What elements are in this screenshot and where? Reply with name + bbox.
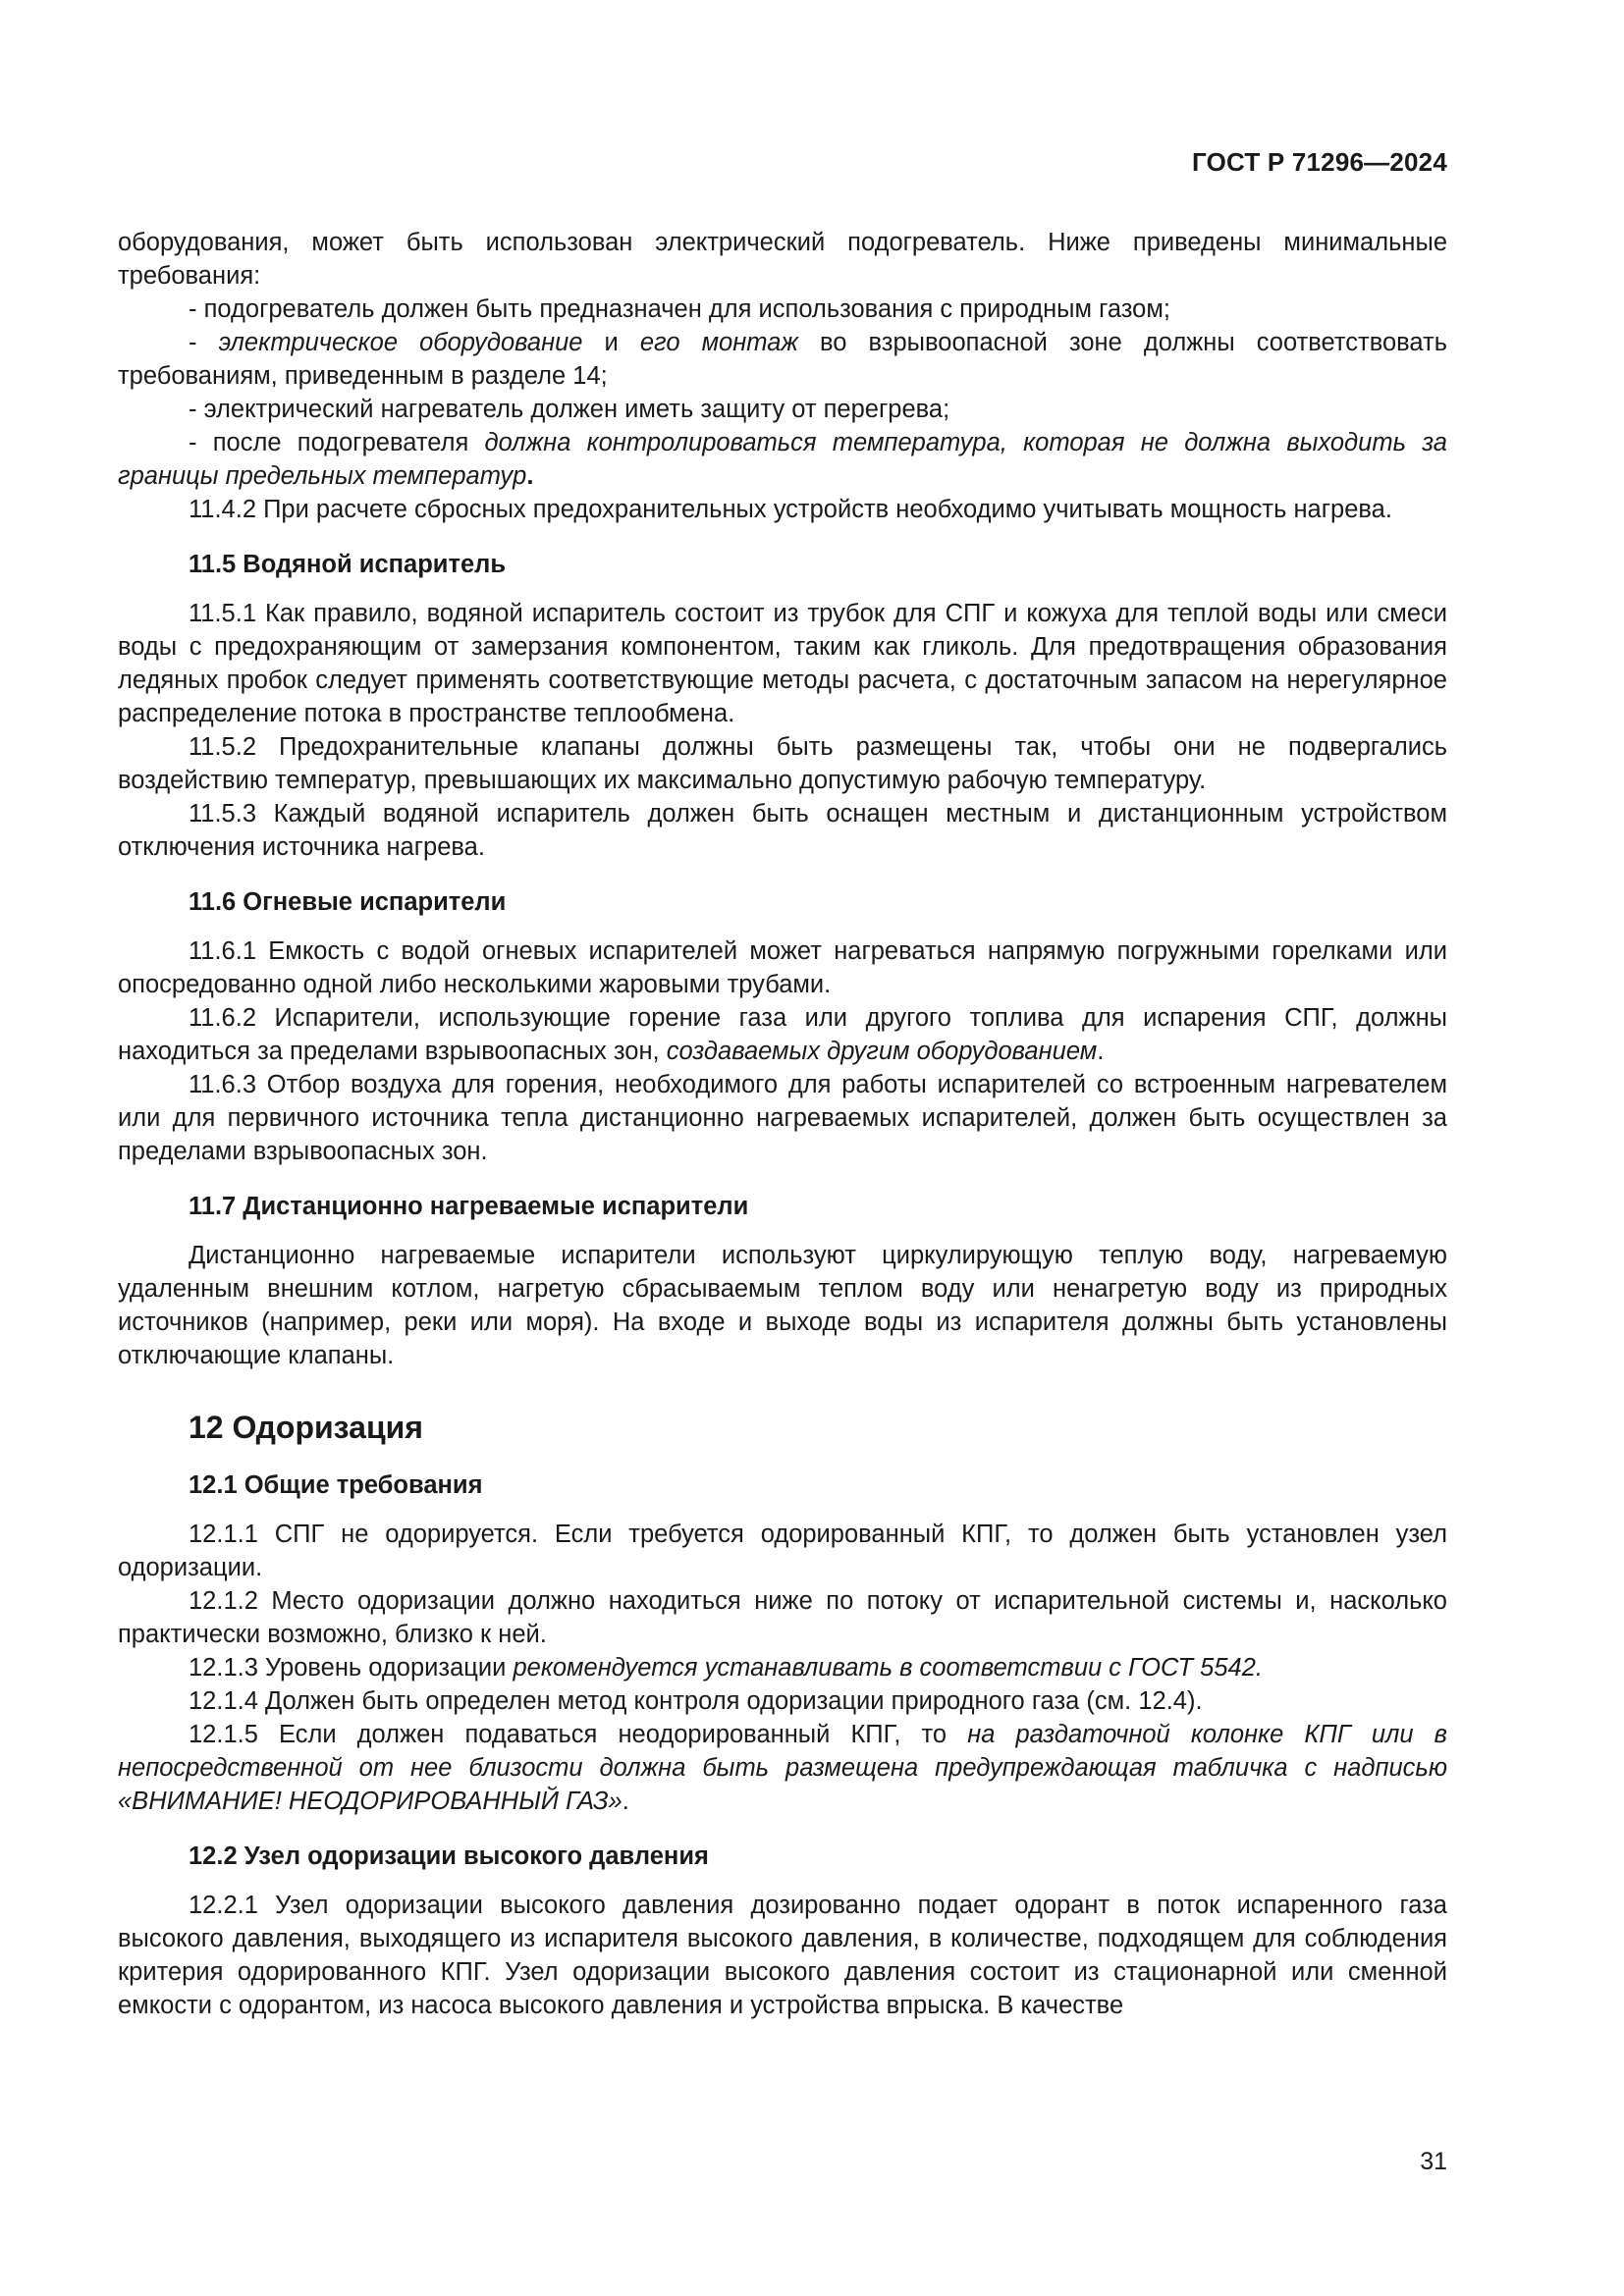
section-heading: 12.2 Узел одоризации высокого давления (189, 1842, 709, 1870)
paragraph: 12.1.3 Уровень одоризации рекомендуется устанавливать в соответствии с ГОСТ 5542. (189, 1654, 1263, 1682)
paragraph: оборудования, может быть использован электрический подогреватель. Ниже приведены минимальные требования: (118, 229, 1447, 290)
paragraph: 11.6.3 Отбор воздуха для горения, необходимого для работы испарителей со встроенным нагревателем или для первичного источника тепла дистанционно нагреваемых испарителей, должен быть осуществлен за пределами взрывоопасных зон. (118, 1071, 1447, 1165)
paragraph: 11.6.1 Емкость с водой огневых испарителей может нагреваться напрямую погружными горелками или опосредованно одной либо несколькими жаровыми трубами. (118, 937, 1447, 998)
document-body (118, 226, 1447, 2022)
paragraph: 12.1.1 СПГ не одорируется. Если требуется одорированный КПГ, то должен быть установлен узел одоризации. (118, 1521, 1447, 1581)
section-heading: 11.7 Дистанционно нагреваемые испарители (189, 1193, 749, 1220)
document-page (118, 0, 1447, 2296)
document-header: ГОСТ Р 71296—2024 (1192, 147, 1447, 177)
list-item: - электрический нагреватель должен иметь защиту от перегрева; (189, 396, 950, 423)
paragraph: 11.4.2 При расчете сбросных предохранительных устройств необходимо учитывать мощность нагрева. (189, 496, 1392, 523)
paragraph: 12.1.4 Должен быть определен метод контроля одоризации природного газа (см. 12.4). (189, 1687, 1203, 1715)
list-item: - после подогревателя должна контролироваться температура, которая не должна выходить за границы предельных температур. (118, 429, 1447, 490)
section-heading: 12.1 Общие требования (189, 1471, 483, 1499)
paragraph: 12.2.1 Узел одоризации высокого давления дозированно подает одорант в поток испаренного газа высокого давления, выходящего из испарителя высокого давления, в количестве, подходящем для соблюдения критерия одорированного КПГ. Узел одоризации высокого давления состоит из стационарной или сменной емкости с одорантом, из насоса высокого давления и устройства впрыска. В качестве (118, 1892, 1447, 2019)
section-heading: 11.6 Огневые испарители (189, 888, 507, 916)
paragraph: 12.1.2 Место одоризации должно находиться ниже по потоку от испарительной системы и, насколько практически возможно, близко к ней. (118, 1587, 1447, 1648)
chapter-heading: 12 Одоризация (189, 1410, 423, 1445)
page-number: 31 (1420, 2148, 1447, 2175)
paragraph: 11.5.2 Предохранительные клапаны должны быть размещены так, чтобы они не подвергались воздействию температур, превышающих их максимально допустимую рабочую температуру. (118, 733, 1447, 794)
list-item: - подогреватель должен быть предназначен для использования с природным газом; (189, 295, 1170, 323)
paragraph: 11.5.3 Каждый водяной испаритель должен быть оснащен местным и дистанционным устройством отключения источника нагрева. (118, 800, 1447, 861)
paragraph: 11.6.2 Испарители, использующие горение газа или другого топлива для испарения СПГ, должны находиться за пределами взрывоопасных зон, создаваемых другим оборудованием. (118, 1004, 1447, 1065)
paragraph: Дистанционно нагреваемые испарители используют циркулирующую теплую воду, нагреваемую удаленным внешним котлом, нагретую сбрасываемым теплом воду или ненагретую воду из природных источников (например, реки или моря). На входе и выходе воды из испарителя должны быть установлены отключающие клапаны. (118, 1242, 1447, 1369)
list-item: - электрическое оборудование и его монтаж во взрывоопасной зоне должны соответствовать требованиям, приведенным в разделе 14; (118, 329, 1448, 390)
paragraph: 12.1.5 Если должен подаваться неодорированный КПГ, то на раздаточной колонке КПГ или в непосредственной от нее близости должна быть размещена предупреждающая табличка с надписью «ВНИМАНИЕ! НЕОДОРИРОВАННЫЙ ГАЗ». (118, 1721, 1447, 1815)
section-heading: 11.5 Водяной испаритель (189, 551, 507, 578)
paragraph: 11.5.1 Как правило, водяной испаритель состоит из трубок для СПГ и кожуха для теплой воды или смеси воды с предохраняющим от замерзания компонентом, таким как гликоль. Для предотвращения образования ледяных пробок следует применять соответствующие методы расчета, с достаточным запасом на нерегулярное распределение потока в пространстве теплообмена. (118, 600, 1447, 727)
